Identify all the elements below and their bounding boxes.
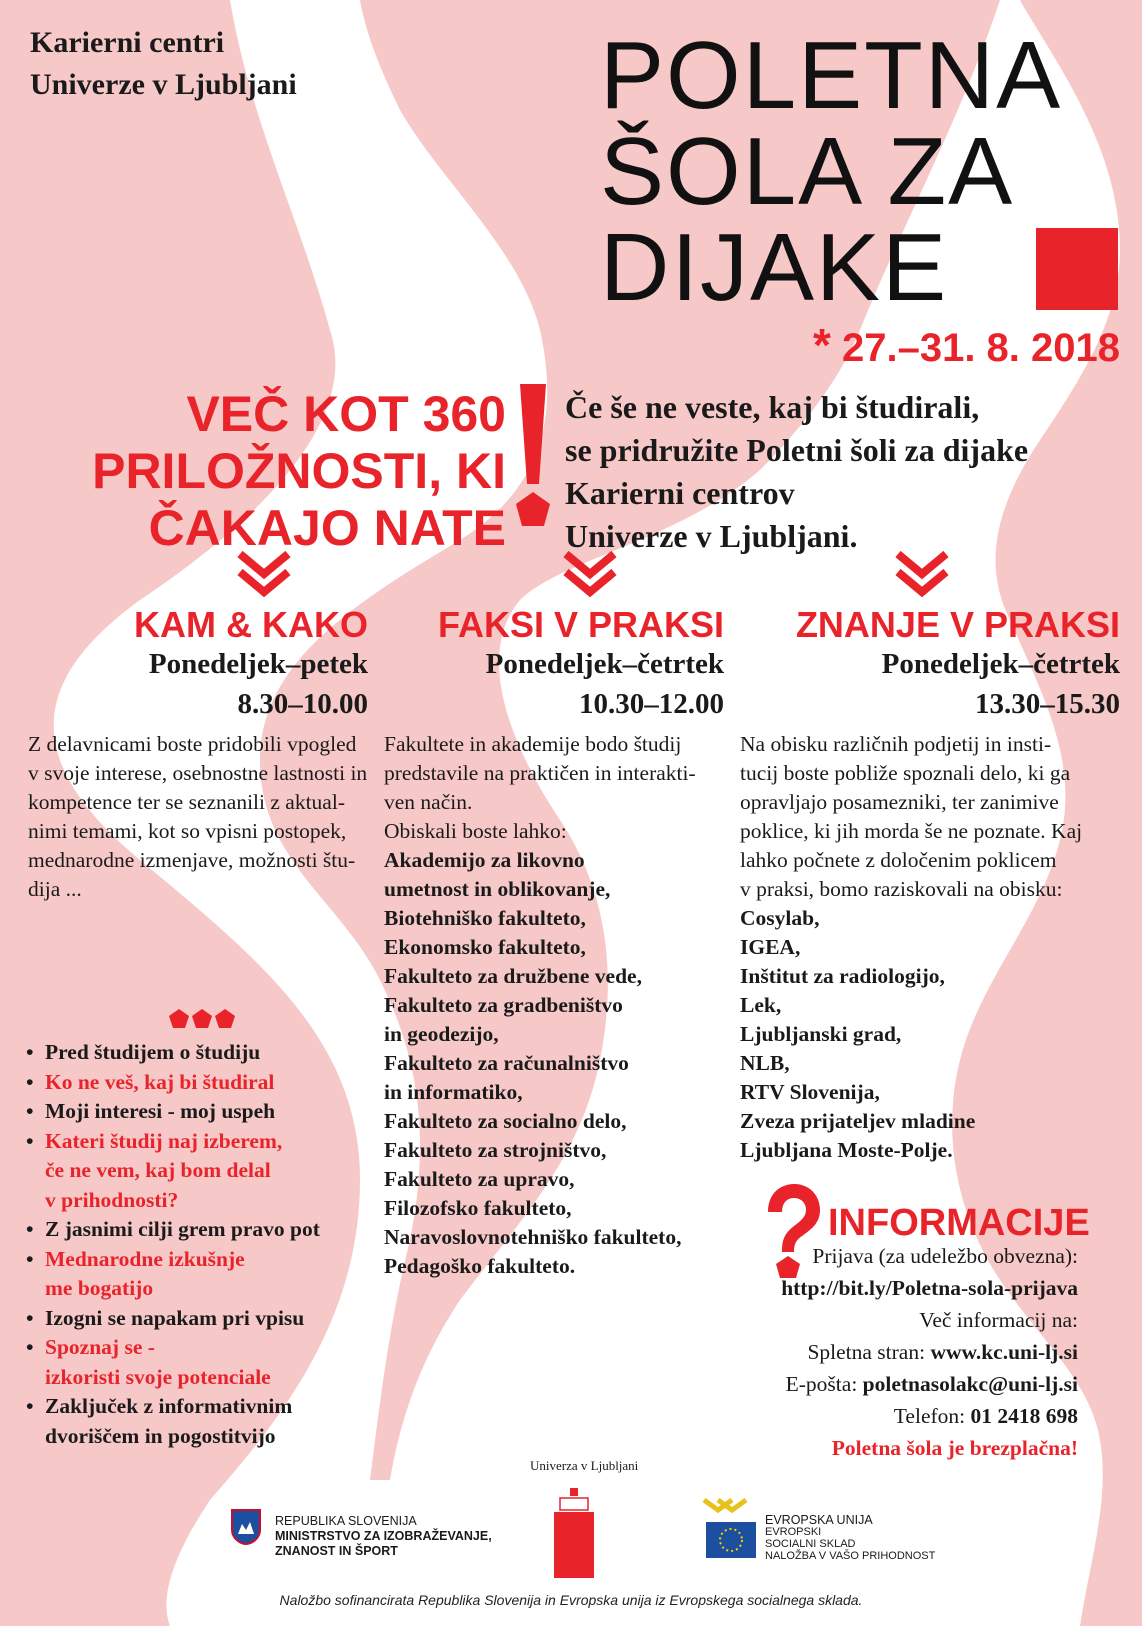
list-item: Zveza prijateljev mladine: [740, 1109, 976, 1133]
list-item: Fakulteto za družbene vede,: [384, 964, 642, 988]
list-item: umetnost in oblikovanje,: [384, 877, 611, 901]
text-line: dija ...: [28, 877, 82, 901]
email-link[interactable]: poletnasolakc@uni-lj.si: [862, 1372, 1078, 1396]
list-item: in informatiko,: [384, 1080, 523, 1104]
section-days: Ponedeljek–četrtek: [881, 648, 1120, 680]
free-note: Poletna šola je brezplačna!: [831, 1436, 1078, 1460]
footer-note: Naložbo sofinancirata Republika Slovenija in Evropska unija iz Evropskega socialnega sklada.: [279, 1592, 863, 1608]
double-chevron-down-icon: [560, 548, 620, 600]
title-line-3: DIJAKE: [600, 214, 949, 321]
text-line: Fakultete in akademije bodo študij: [384, 732, 682, 756]
red-square-decoration: [1036, 228, 1118, 310]
list-item: Fakulteto za socialno delo,: [384, 1109, 627, 1133]
section-time: 13.30–15.30: [975, 688, 1120, 720]
text-line: v praksi, bomo raziskovali na obisku:: [740, 877, 1063, 901]
bullet-item-continuation: dvoriščem in pogostitvijo: [45, 1423, 276, 1448]
signup-link[interactable]: http://bit.ly/Poletna-sola-prijava: [781, 1276, 1078, 1300]
section-days: Ponedeljek–petek: [148, 648, 368, 680]
section-title-znanje-v-praksi: ZNANJE V PRAKSI: [795, 604, 1120, 645]
list-item: Lek,: [740, 993, 782, 1017]
ministry-line-3: ZNANOST IN ŠPORT: [275, 1544, 398, 1558]
list-item: Ljubljanski grad,: [740, 1022, 902, 1046]
title-line-2: ŠOLA ZA: [600, 118, 1015, 225]
more-info-label: Več informacij na:: [919, 1308, 1078, 1332]
eu-logo-text: [765, 1514, 935, 1562]
info-block: [660, 1240, 1078, 1464]
section-time: 8.30–10.00: [237, 688, 368, 720]
bullet-item-continuation: v prihodnosti?: [45, 1187, 179, 1212]
list-item: Ljubljana Moste-Polje.: [740, 1138, 953, 1162]
organizer-line-1: Karierni centri: [30, 26, 225, 59]
list-item: IGEA,: [740, 935, 801, 959]
bullet-item: • Pred študijem o študiju: [26, 1038, 356, 1068]
organizer-name: [30, 22, 297, 106]
double-chevron-down-icon: [892, 548, 952, 600]
intro-line-1: Če še ne veste, kaj bi študirali,: [565, 389, 980, 425]
list-item: Pedagoško fakulteto.: [384, 1254, 576, 1278]
signup-label: Prijava (za udeležbo obvezna):: [812, 1244, 1078, 1268]
list-item: Fakulteto za strojništvo,: [384, 1138, 607, 1162]
title-line-1: POLETNA: [600, 22, 1063, 129]
ministry-logo-text: [275, 1514, 492, 1559]
bullet-item: • Kateri študij naj izberem,: [26, 1127, 356, 1157]
headline-line-3: ČAKAJO NATE: [148, 500, 506, 556]
list-item: Fakulteto za upravo,: [384, 1167, 575, 1191]
headline-line-1: VEČ KOT 360: [186, 386, 506, 442]
section-description: [28, 730, 378, 904]
event-date: [726, 318, 1120, 372]
eu-line-4: NALOŽBA V VAŠO PRIHODNOST: [765, 1550, 936, 1562]
section-time: 10.30–12.00: [579, 688, 724, 720]
intro-line-4: Univerze v Ljubljani.: [565, 518, 858, 554]
eu-fund-logo-icon: [700, 1496, 760, 1570]
list-item: Fakulteto za računalništvo: [384, 1051, 629, 1075]
bullet-item-continuation: če ne vem, kaj bom delal: [45, 1158, 271, 1182]
university-crest-icon: [552, 1488, 596, 1580]
eu-line-3: SOCIALNI SKLAD: [765, 1538, 856, 1550]
bullet-item-continuation: izkoristi svoje potenciale: [45, 1364, 271, 1389]
double-chevron-down-icon: [234, 548, 294, 600]
list-item: Cosylab,: [740, 906, 820, 930]
slovenia-coat-of-arms-icon: [230, 1508, 262, 1546]
text-line: Na obisku različnih podjetij in insti-: [740, 732, 1052, 756]
text-line: kompetence ter se seznanili z aktual-: [28, 790, 345, 814]
headline-line-2: PRILOŽNOSTI, KI: [92, 443, 506, 499]
section-days: Ponedeljek–četrtek: [485, 648, 724, 680]
bullet-item: • Izogni se napakam pri vpisu: [26, 1304, 356, 1334]
text-line: Obiskali boste lahko:: [384, 819, 567, 843]
section-description: [740, 730, 1120, 1165]
university-logo-text: Univerza v Ljubljani: [530, 1458, 639, 1473]
web-link[interactable]: www.kc.uni-lj.si: [930, 1340, 1078, 1364]
list-item: Biotehniško fakulteto,: [384, 906, 586, 930]
text-line: predstavile na praktičen in interakti-: [384, 761, 696, 785]
ministry-line-2: MINISTRSTVO ZA IZOBRAŽEVANJE,: [275, 1529, 492, 1543]
list-item: in geodezijo,: [384, 1022, 499, 1046]
list-item: Inštitut za radiologijo,: [740, 964, 945, 988]
bullet-item: • Moji interesi - moj uspeh: [26, 1097, 356, 1127]
bullet-item: • Spoznaj se -: [26, 1333, 356, 1363]
eu-line-2: EVROPSKI: [765, 1526, 822, 1538]
info-title: INFORMACIJE: [828, 1202, 1090, 1244]
bullet-item: • Ko ne veš, kaj bi študiral: [26, 1068, 356, 1098]
bullet-item-continuation: me bogatijo: [45, 1276, 154, 1300]
text-line: nimi temami, kot so vpisni postopek,: [28, 819, 347, 843]
list-item: Filozofsko fakulteto,: [384, 1196, 572, 1220]
text-line: mednarodne izmenjave, možnosti štu-: [28, 848, 356, 872]
eu-line-1: EVROPSKA UNIJA: [765, 1513, 873, 1527]
text-line: poklice, ki jih morda še ne poznate. Kaj: [740, 819, 1083, 843]
exclamation-icon: [510, 384, 556, 534]
three-pentagons-icon: [168, 1008, 236, 1030]
faculty-list: [384, 846, 734, 1281]
headline: [24, 386, 506, 557]
list-item: Fakulteto za gradbeništvo: [384, 993, 623, 1017]
email-label: E-pošta:: [785, 1372, 863, 1396]
list-item: Akademijo za likovno: [384, 848, 585, 872]
organizer-line-2: Univerze v Ljubljani: [30, 68, 297, 101]
text-line: Z delavnicami boste pridobili vpogled: [28, 732, 357, 756]
company-list: [740, 904, 1120, 1165]
list-item: RTV Slovenija,: [740, 1080, 880, 1104]
phone-value: 01 2418 698: [970, 1404, 1078, 1428]
text-line: opravljajo posamezniki, ter zanimive: [740, 790, 1059, 814]
text-line: ven način.: [384, 790, 473, 814]
workshop-topics-list: [26, 1038, 356, 1451]
intro-line-3: Karierni centrov: [565, 475, 795, 511]
ministry-line-1: REPUBLIKA SLOVENIJA: [275, 1514, 417, 1528]
section-title-faksi-v-praksi: FAKSI V PRAKSI: [437, 604, 724, 645]
text-line: tucij boste pobliže spoznali delo, ki ga: [740, 761, 1071, 785]
phone-label: Telefon:: [893, 1404, 971, 1428]
web-label: Spletna stran:: [807, 1340, 931, 1364]
section-description: [384, 730, 734, 1281]
bullet-item: • Z jasnimi cilji grem pravo pot: [26, 1215, 356, 1245]
list-item: Ekonomsko fakulteto,: [384, 935, 586, 959]
list-item: Naravoslovnotehniško fakulteto,: [384, 1225, 682, 1249]
section-title-kam-kako: KAM & KAKO: [134, 604, 368, 645]
bullet-item: • Zaključek z informativnim: [26, 1392, 356, 1422]
intro-line-2: se pridružite Poletni šoli za dijake: [565, 432, 1029, 468]
bullet-item: • Mednarodne izkušnje: [26, 1245, 356, 1275]
date-text: 27.–31. 8. 2018: [841, 326, 1120, 370]
list-item: NLB,: [740, 1051, 790, 1075]
text-line: lahko počnete z določenim poklicem: [740, 848, 1057, 872]
text-line: v svoje interese, osebnostne lastnosti in: [28, 761, 368, 785]
intro-text: [565, 386, 1125, 558]
star-icon: *: [812, 319, 831, 371]
